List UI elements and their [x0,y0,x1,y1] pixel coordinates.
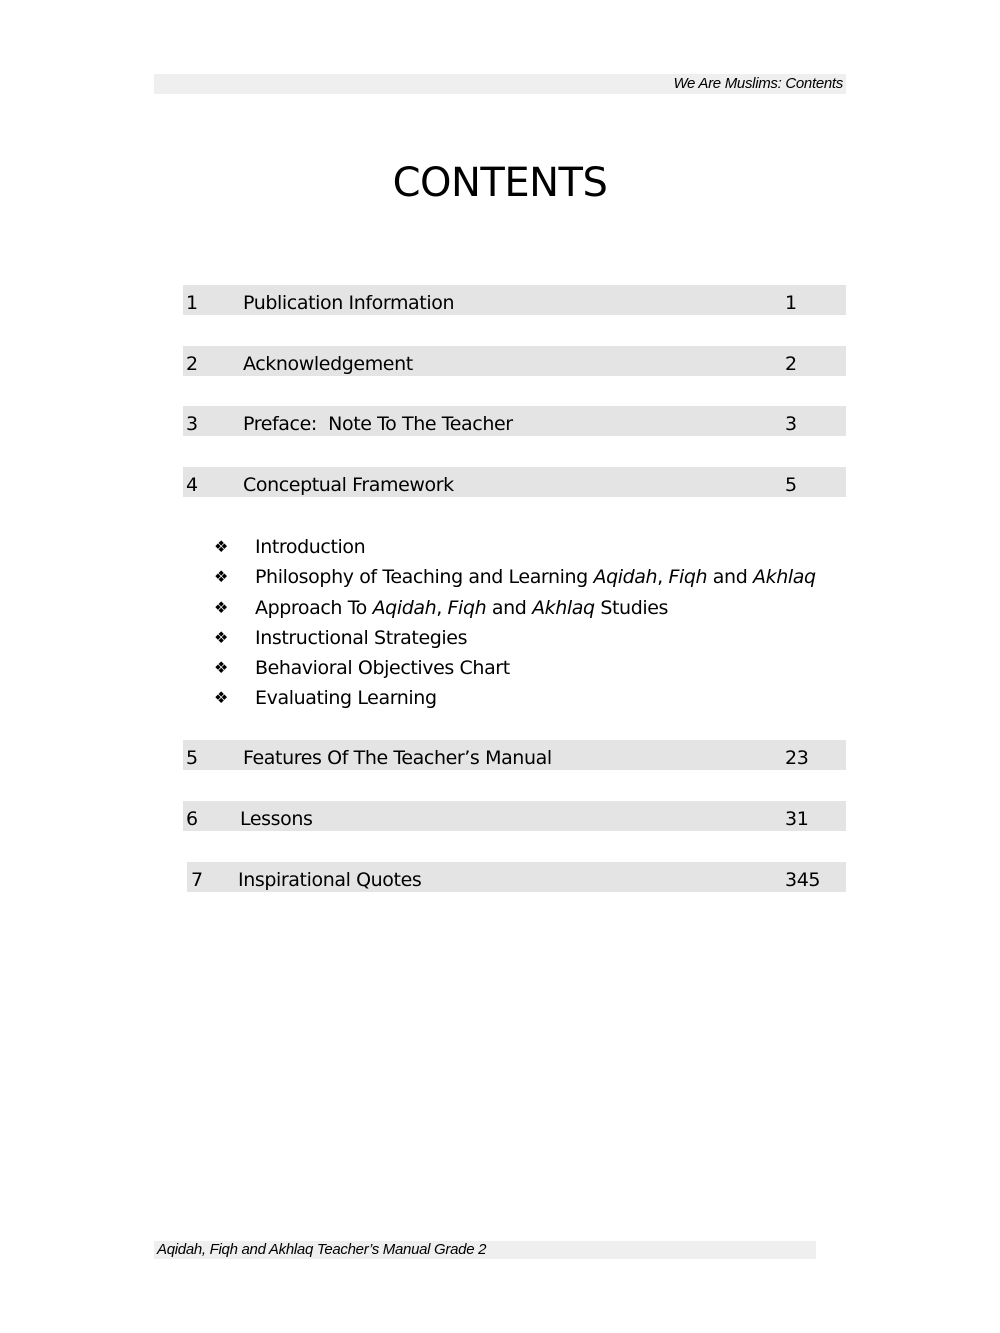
toc-entry-5[interactable] [183,740,846,770]
toc-number: 5 [186,747,198,769]
running-footer-text: Aqidah, Fiqh and Akhlaq Teacher’s Manual Grade 2 [157,1241,487,1258]
toc-number: 7 [191,869,203,891]
toc-entry-7[interactable] [187,862,846,892]
toc-title: Conceptual Framework [243,474,454,496]
toc-page: 5 [785,474,797,496]
toc-page: 3 [785,413,797,435]
page-title: CONTENTS [392,160,608,206]
running-header-text: We Are Muslims: Contents [673,75,843,92]
diamond-bullet-icon: ❖ [214,537,228,556]
diamond-bullet-icon: ❖ [214,567,228,587]
diamond-bullet-icon: ❖ [214,597,228,617]
toc-page: 1 [785,292,797,314]
toc-title: Lessons [240,808,313,830]
running-header [154,74,846,94]
toc-entry-2[interactable] [183,346,846,376]
toc-entry-3[interactable] [183,406,846,436]
toc-number: 1 [186,292,198,314]
toc-number: 2 [186,353,198,375]
toc-title: Publication Information [243,292,455,314]
toc-title: Acknowledgement [243,353,413,375]
toc-page: 345 [785,869,821,891]
toc-entry-1[interactable] [183,285,846,315]
diamond-bullet-icon: ❖ [214,658,228,678]
toc-number: 3 [186,413,198,435]
diamond-bullet-icon: ❖ [214,627,228,647]
diamond-bullet-icon: ❖ [214,688,228,708]
toc-page: 31 [785,808,809,830]
subsection-text: Introduction [255,536,366,558]
toc-page: 2 [785,353,797,375]
subsection-text: Instructional Strategies [255,626,468,649]
toc-title: Preface: Note To The Teacher [243,413,513,435]
toc-number: 4 [186,474,198,496]
subsection-text: Approach To Aqidah, Fiqh and Akhlaq Studies [255,596,669,619]
running-footer [154,1241,816,1259]
toc-page: 23 [785,747,809,769]
toc-entry-6[interactable] [183,801,846,831]
subsection-text: Behavioral Objectives Chart [255,657,510,680]
subsection-text: Philosophy of Teaching and Learning Aqidah, Fiqh and Akhlaq [255,566,816,589]
subsection-text: Evaluating Learning [255,687,437,710]
toc-entry-4[interactable] [183,467,846,497]
toc-title: Features Of The Teacher’s Manual [243,747,552,769]
toc-title: Inspirational Quotes [238,869,422,891]
toc-number: 6 [186,808,198,830]
